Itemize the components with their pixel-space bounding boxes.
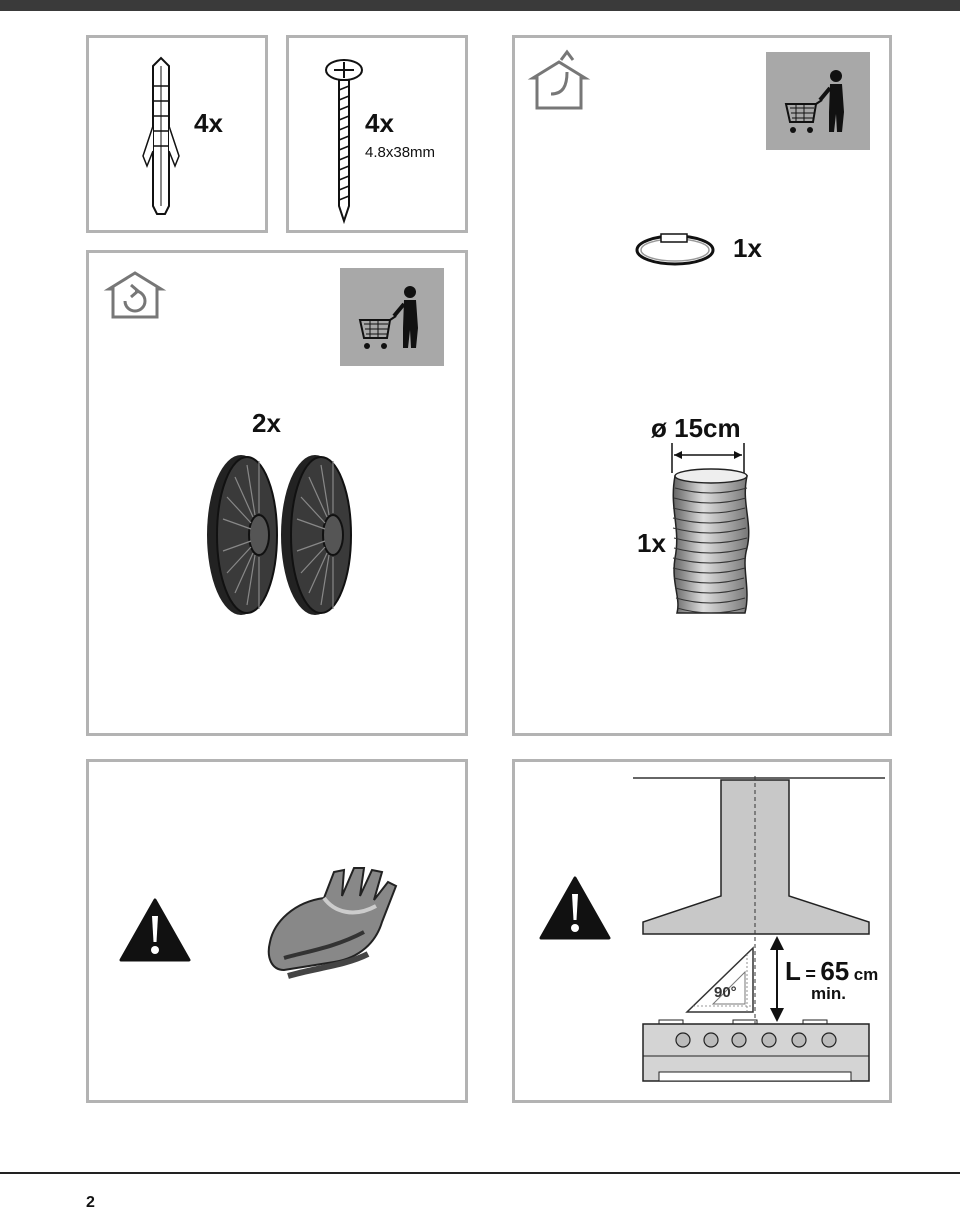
duct-diameter: ø 15cm <box>651 413 741 443</box>
duct-qty: 1x <box>637 528 666 558</box>
hose-clamp-icon <box>635 230 715 270</box>
panel-installation <box>512 759 892 1103</box>
distance-letter: L <box>785 956 801 986</box>
distance-unit: cm <box>853 965 879 984</box>
panel-ducting <box>512 35 892 736</box>
gloves-icon <box>264 862 404 982</box>
charcoal-filters-icon <box>199 453 359 618</box>
screw-icon <box>319 56 369 226</box>
ducting-house-icon <box>529 50 589 112</box>
wall-plug-qty: 4x <box>194 108 223 138</box>
screw-qty: 4x <box>365 108 394 138</box>
shopping-cart-icon <box>340 268 444 366</box>
distance-equals: = <box>805 964 816 984</box>
warning-icon-2 <box>539 876 611 940</box>
panel-recirculation <box>86 250 468 736</box>
panel-wall-plugs <box>86 35 268 233</box>
wall-plug-icon <box>131 56 191 226</box>
recirculation-house-icon <box>105 269 165 321</box>
distance-value: 65 <box>820 956 850 986</box>
flexible-duct-icon <box>667 468 757 618</box>
distance-min: min. <box>811 984 846 1003</box>
hood-above-hob-diagram <box>633 776 883 1081</box>
clamp-qty: 1x <box>733 233 762 263</box>
page-number: 2 <box>86 1194 95 1211</box>
filter-right <box>281 455 351 615</box>
filter-left <box>207 455 277 615</box>
panel-screws <box>286 35 468 233</box>
footer-rule <box>0 1172 960 1174</box>
angle-label: 90° <box>714 984 737 1001</box>
panel-gloves <box>86 759 468 1103</box>
shopping-cart-icon-2 <box>766 52 870 150</box>
top-bar <box>0 0 960 11</box>
warning-icon <box>119 898 191 962</box>
filter-qty: 2x <box>252 408 281 438</box>
screw-size: 4.8x38mm <box>365 144 436 161</box>
distance-label <box>785 956 878 987</box>
